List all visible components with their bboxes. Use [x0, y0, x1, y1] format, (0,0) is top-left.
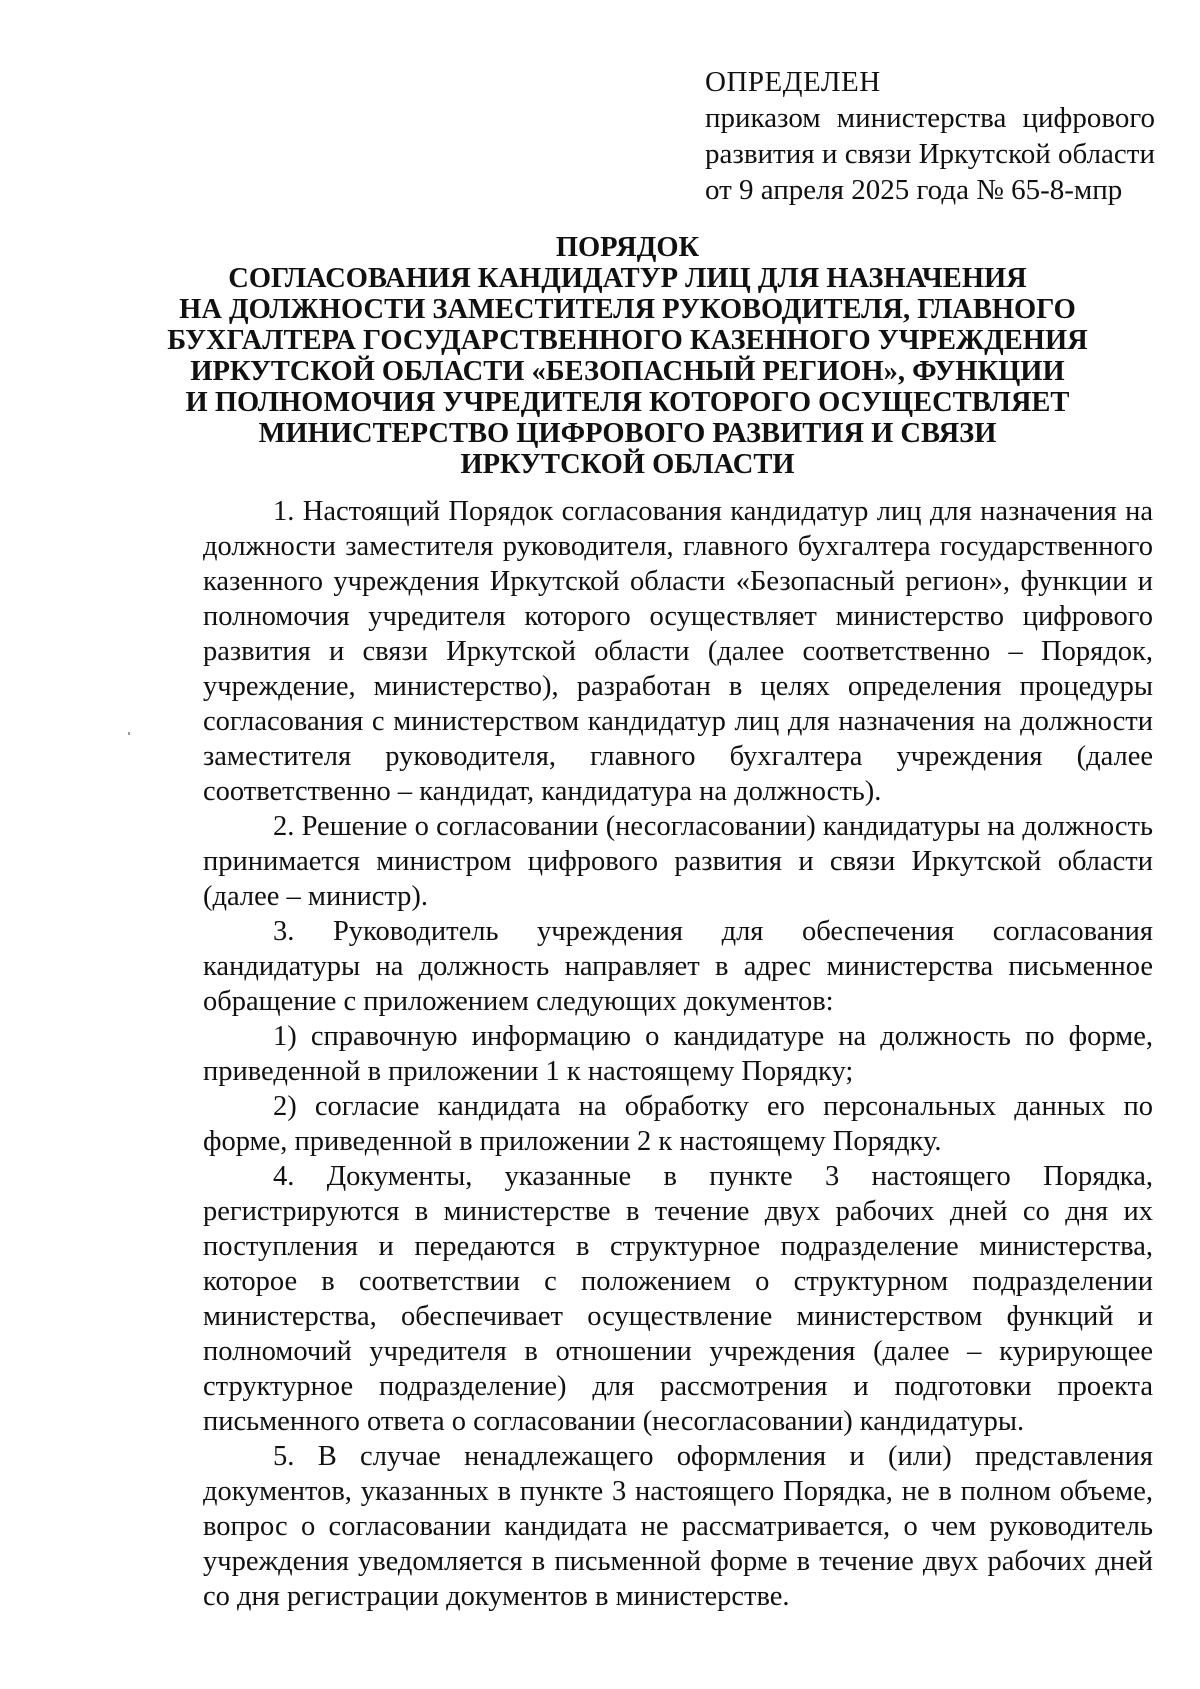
heading-line: МИНИСТЕРСТВО ЦИФРОВОГО РАЗВИТИЯ И СВЯЗИ [258, 418, 997, 449]
approval-line: от 9 апреля 2025 года № 65-8-мпр [705, 174, 1123, 206]
paragraph-3-item-2: 2) согласие кандидата на обработку его персональных данных по форме, приведенной в приложении 2 к настоящему Порядку. [203, 1091, 1153, 1157]
paragraph-3-item-1: 1) справочную информацию о кандидатуре на должность по форме, приведенной в приложении 1 к настоящему Порядку; [203, 1021, 1153, 1087]
paragraph-5: 5. В случае ненадлежащего оформления и (или) представления документов, указанных в пункте 3 настоящего Порядка, не в полном объеме, вопрос о согласовании кандидата не рассматривается, о чем руководитель учреждения уведомляется в письменной форме в течение двух рабочих дней со дня регистрации документов в министерстве. [203, 1441, 1153, 1612]
heading-line: И ПОЛНОМОЧИЯ УЧРЕДИТЕЛЯ КОТОРОГО ОСУЩЕСТВЛЯЕТ [185, 387, 1070, 418]
heading-line: ИРКУТСКОЙ ОБЛАСТИ [460, 449, 795, 480]
approval-line: развития и связи Иркутской области [705, 138, 1155, 170]
approval-title: ОПРЕДЕЛЕН [705, 66, 881, 98]
paragraph-2: 2. Решение о согласовании (несогласовании) кандидатуры на должность принимается министром цифрового развития и связи Иркутской области (далее – министр). [203, 811, 1153, 912]
paragraph-1: 1. Настоящий Порядок согласования кандидатур лиц для назначения на должности заместителя руководителя, главного бухгалтера государственного казенного учреждения Иркутской области «Безопасный регион», функции и полномочия учредителя которого осуществляет министерство цифрового развития и связи Иркутской области (далее соответственно – Порядок, учреждение, министерство), разработан в целях определения процедуры согласования с министерством кандидатур лиц для назначения на должности заместителя руководителя, главного бухгалтера учреждения (далее соответственно – кандидат, кандидатура на должность). [203, 496, 1153, 807]
heading-line: ИРКУТСКОЙ ОБЛАСТИ «БЕЗОПАСНЫЙ РЕГИОН», ФУНКЦИИ [190, 356, 1065, 387]
approval-stamp [705, 64, 1155, 208]
heading-line: БУХГАЛТЕРА ГОСУДАРСТВЕННОГО КАЗЕННОГО УЧРЕЖДЕНИЯ [167, 325, 1088, 356]
scan-artifact [128, 732, 130, 735]
heading-title: ПОРЯДОК [555, 232, 700, 263]
heading-line: СОГЛАСОВАНИЯ КАНДИДАТУР ЛИЦ ДЛЯ НАЗНАЧЕНИЯ [228, 263, 1027, 294]
paragraph-4: 4. Документы, указанные в пункте 3 настоящего Порядка, регистрируются в министерстве в течение двух рабочих дней со дня их поступления и передаются в структурное подразделение министерства, которое в соответствии с положением о структурном подразделении министерства, обеспечивает осуществление министерством функций и полномочий учредителя в отношении учреждения (далее – курирующее структурное подразделение) для рассмотрения и подготовки проекта письменного ответа о согласовании (несогласовании) кандидатуры. [203, 1161, 1153, 1437]
heading-line: НА ДОЛЖНОСТИ ЗАМЕСТИТЕЛЯ РУКОВОДИТЕЛЯ, ГЛАВНОГО [179, 294, 1076, 325]
approval-line: приказом министерства цифрового [705, 102, 1155, 134]
paragraph-3: 3. Руководитель учреждения для обеспечения согласования кандидатуры на должность направляет в адрес министерства письменное обращение с приложением следующих документов: [203, 916, 1153, 1017]
document-body [203, 494, 1153, 1614]
document-heading [150, 232, 1105, 480]
